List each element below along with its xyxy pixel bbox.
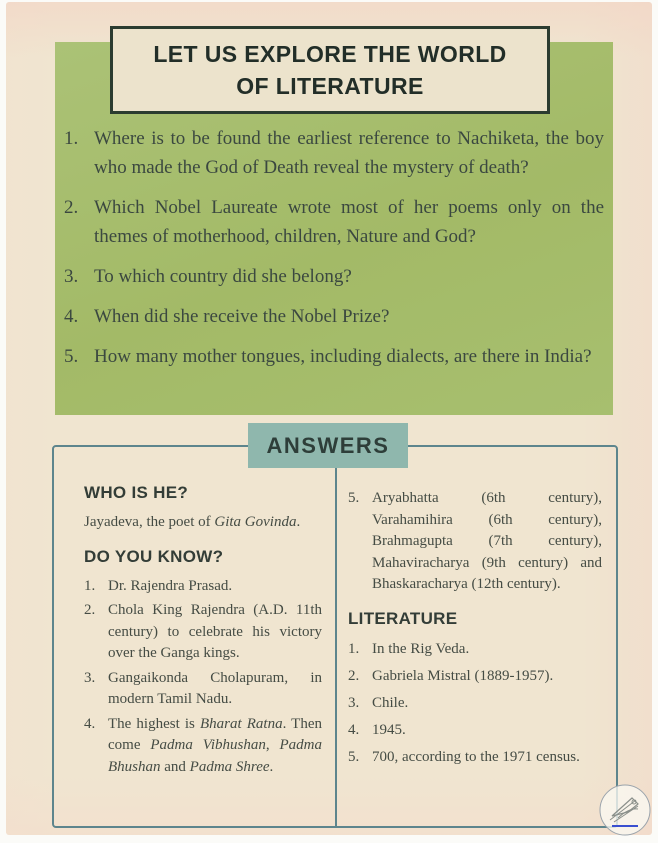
question-number: 5.	[64, 346, 79, 367]
question-text: When did she receive the Nobel Prize?	[94, 306, 390, 327]
answer-item	[84, 714, 322, 779]
literature-list	[348, 638, 602, 769]
answer-number: 1.	[348, 640, 360, 657]
question-text: Where is to be found the earliest reference to Nachiketa, the boy who made the God of Death reveal the mystery of death?	[94, 128, 604, 178]
answer-text: Gangaikonda Cholapuram, in modern Tamil Nadu.	[108, 669, 322, 707]
question-item	[64, 262, 604, 291]
answer-text: 1945.	[372, 721, 406, 738]
answer-text: Chola King Rajendra (A.D. 11th century) to celebrate his victory over the Ganga kings.	[108, 602, 322, 661]
question-number: 4.	[64, 306, 79, 327]
answer-text: Dr. Rajendra Prasad.	[108, 577, 233, 594]
watermark-bird-icon	[598, 782, 652, 838]
answer-item	[84, 576, 322, 598]
question-number: 2.	[64, 197, 79, 218]
answer-item	[348, 665, 602, 688]
answer-text: 700, according to the 1971 census.	[372, 748, 580, 765]
answer-number: 4.	[348, 721, 360, 738]
title-box	[110, 26, 550, 114]
question-item	[64, 124, 604, 182]
who-is-he-answer: Jayadeva, the poet of Gita Govinda.	[84, 514, 301, 530]
answer-number: 3.	[348, 694, 360, 711]
do-you-know-list-continued	[348, 488, 602, 596]
answer-item	[84, 600, 322, 665]
answer-item	[348, 638, 602, 661]
answer-item	[348, 719, 602, 742]
answers-right-column	[348, 488, 602, 773]
answer-number: 4.	[84, 715, 96, 732]
question-item	[64, 302, 604, 331]
answer-number: 2.	[348, 667, 360, 684]
answer-text: The highest is Bharat Ratna. Then come Padma Vibhushan, Padma Bhushan and Padma Shree.	[108, 715, 322, 775]
answer-item	[348, 746, 602, 769]
answers-banner	[248, 423, 408, 468]
answer-item	[84, 668, 322, 711]
answer-text: In the Rig Veda.	[372, 640, 470, 657]
column-divider	[335, 446, 337, 827]
question-item	[64, 193, 604, 251]
question-number: 3.	[64, 266, 79, 287]
do-you-know-list	[84, 576, 322, 779]
who-is-he-heading: WHO IS HE?	[84, 483, 189, 502]
literature-heading: LITERATURE	[348, 608, 458, 628]
answer-number: 2.	[84, 602, 96, 618]
question-text: How many mother tongues, including dialects, are there in India?	[94, 346, 592, 367]
answer-text: Chile.	[372, 694, 409, 711]
answer-number: 3.	[84, 669, 96, 686]
answer-number: 1.	[84, 577, 96, 594]
question-item	[64, 342, 604, 371]
question-number: 1.	[64, 128, 79, 149]
question-text: To which country did she belong?	[94, 266, 352, 287]
watermark-logo	[598, 782, 652, 838]
answer-text: Gabriela Mistral (1889-1957).	[372, 667, 554, 684]
questions-list	[64, 124, 604, 382]
answers-banner-label: ANSWERS	[266, 432, 390, 458]
answer-number: 5.	[348, 748, 360, 765]
scanned-page	[6, 2, 652, 835]
do-you-know-heading: DO YOU KNOW?	[84, 546, 224, 566]
answer-item	[348, 692, 602, 715]
answer-item	[348, 488, 602, 596]
page-title-line1: LET US EXPLORE THE WORLD	[153, 41, 507, 67]
question-text: Which Nobel Laureate wrote most of her poems only on the themes of motherhood, children, Nature and God?	[94, 197, 604, 247]
page-title-line2: OF LITERATURE	[236, 73, 424, 99]
answers-left-column	[84, 483, 322, 781]
answer-text: Aryabhatta (6th century), Varahamihira (6th century), Brahmagupta (7th century), Mahaviracharya (9th century) and Bhaskaracharya (12th century).	[372, 490, 602, 592]
answer-number: 5.	[348, 490, 360, 506]
